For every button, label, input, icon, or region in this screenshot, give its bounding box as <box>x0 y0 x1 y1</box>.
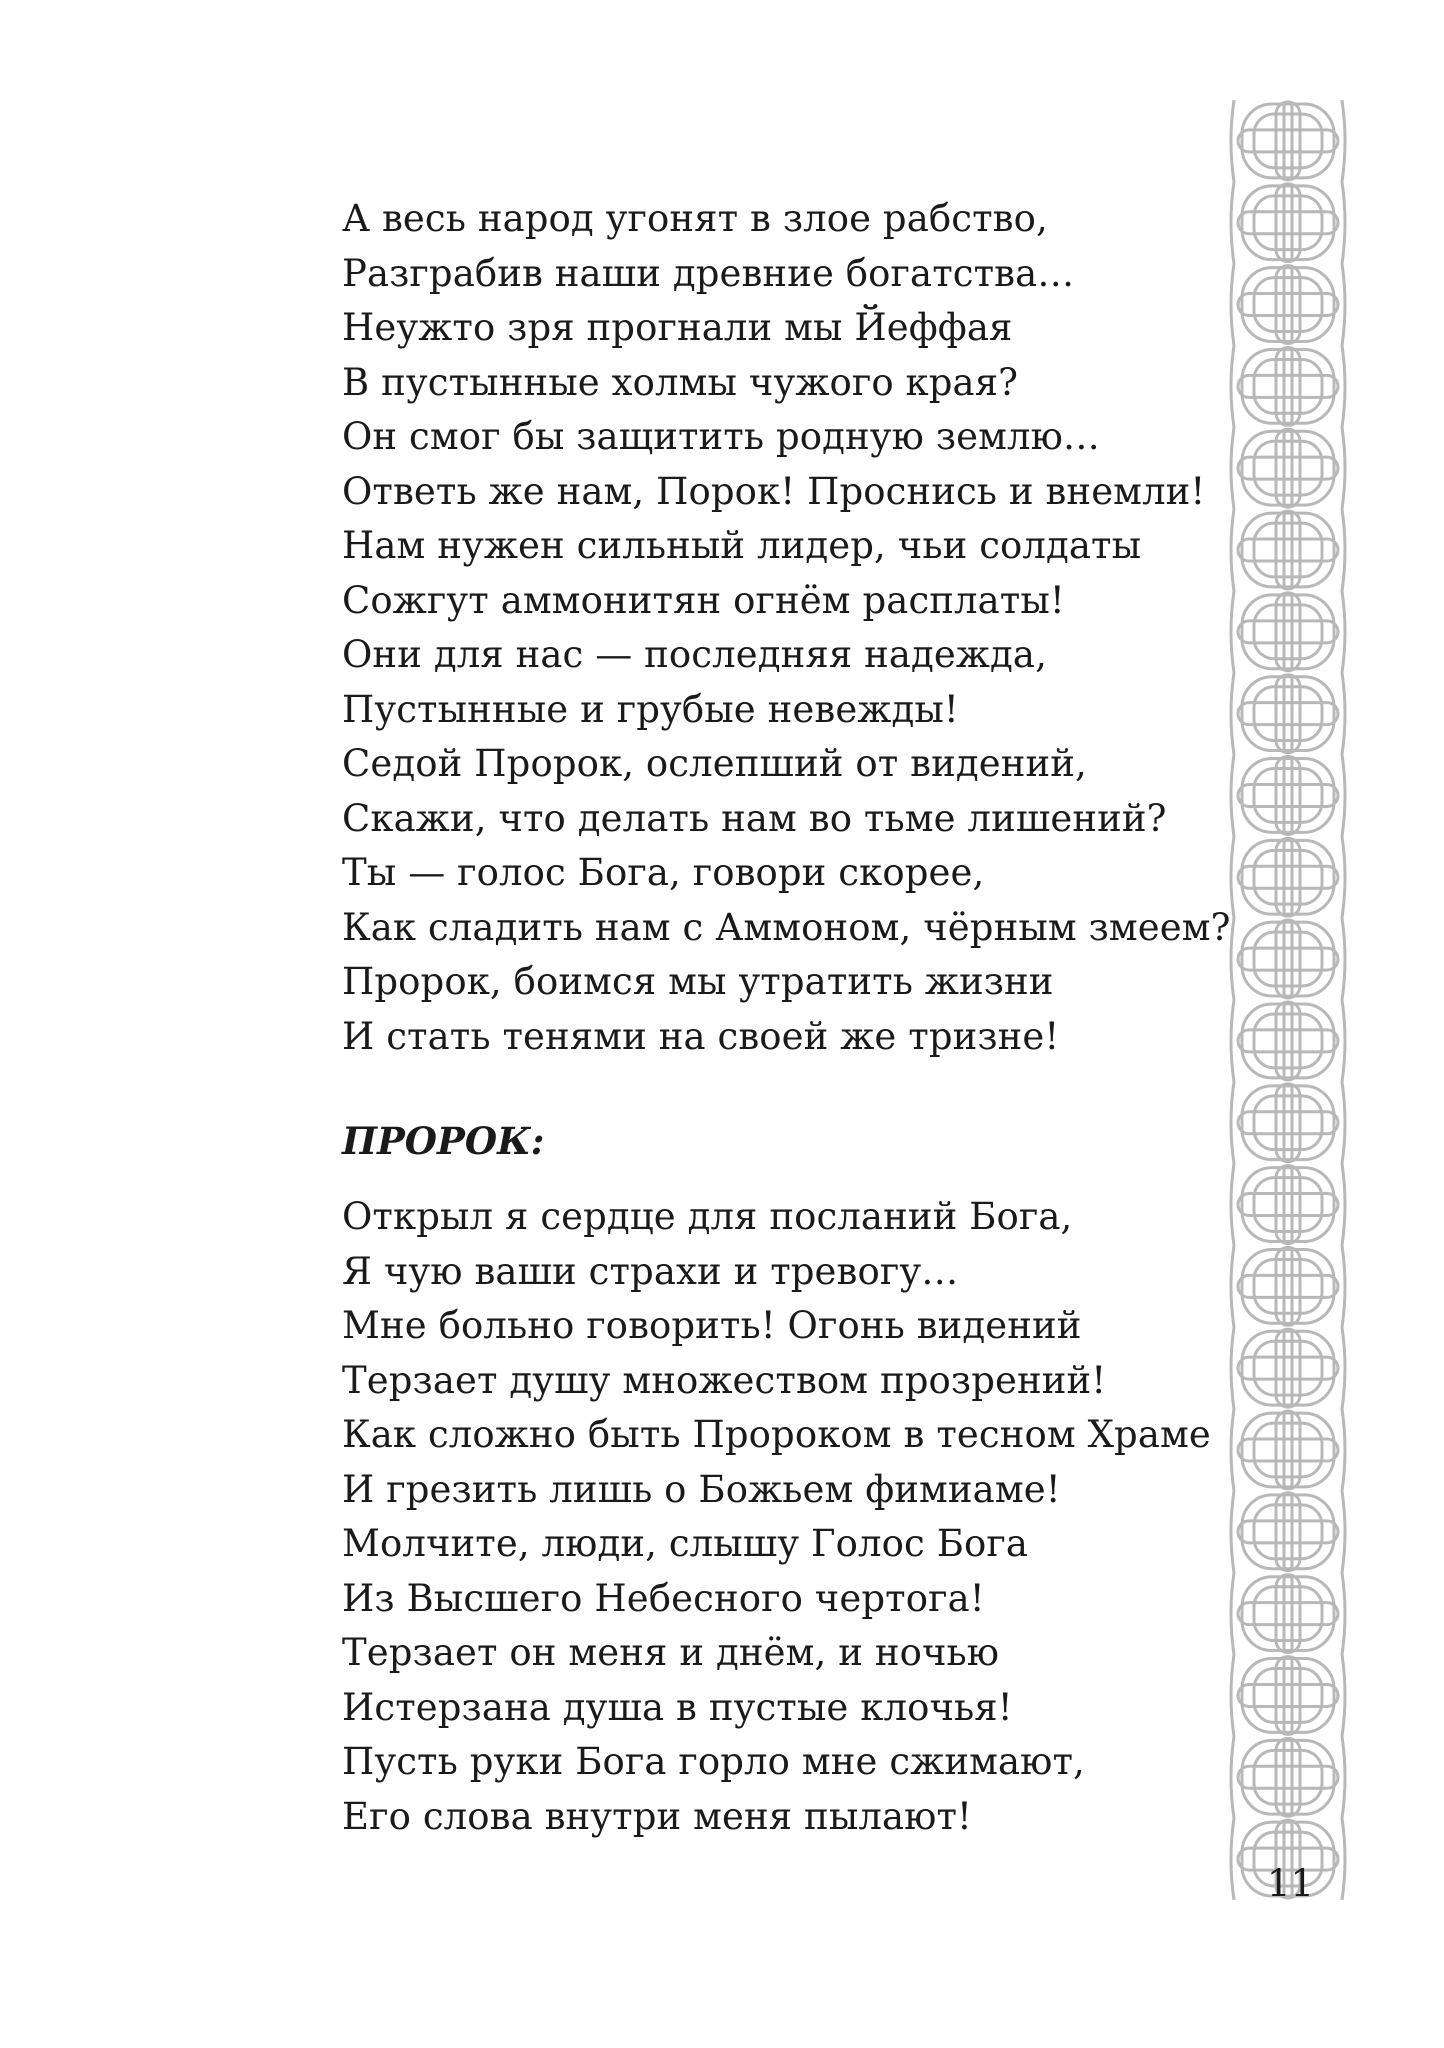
celtic-knot-icon <box>1238 1738 1338 1816</box>
verse-line: Из Высшего Небесного чертога! <box>342 1576 985 1620</box>
celtic-knot-icon <box>1238 593 1338 671</box>
celtic-knot-icon <box>1238 1329 1338 1407</box>
verse-line: Неужто зря прогнали мы Йеффая <box>342 306 1013 349</box>
verse-line: Скажи, что делать нам во тьме лишений? <box>342 796 1167 840</box>
verse-line: Они для нас — последняя надежда, <box>342 633 1047 676</box>
celtic-knot-icon <box>1238 429 1338 507</box>
celtic-knot-icon <box>1238 1493 1338 1571</box>
celtic-knot-icon <box>1238 1247 1338 1325</box>
celtic-knot-icon <box>1238 1084 1338 1162</box>
page-number: 11 <box>1266 1862 1314 1905</box>
verse-line: Молчите, люди, слышу Голос Бога <box>342 1522 1029 1565</box>
celtic-knot-icon <box>1238 757 1338 835</box>
ornament-border <box>1228 100 1348 1900</box>
celtic-knot-icon <box>1238 1657 1338 1735</box>
celtic-knot-icon <box>1238 184 1338 262</box>
verse-line: Терзает он меня и днём, и ночью <box>342 1631 1000 1674</box>
verse-line: Он смог бы защитить родную землю… <box>342 415 1100 458</box>
verse-line: Ответь же нам, Порок! Проснись и внемли! <box>342 469 1206 513</box>
ornament-svg <box>1228 100 1348 1900</box>
verse-line: И стать тенями на своей же тризне! <box>342 1014 1060 1058</box>
verse-line: Как сладить нам с Аммоном, чёрным змеем? <box>342 905 1231 949</box>
verse-2 <box>342 1190 1242 1844</box>
verse-line: Сожгут аммонитян огнём расплаты! <box>342 578 1065 622</box>
celtic-knot-icon <box>1238 266 1338 344</box>
celtic-knot-icon <box>1238 1411 1338 1489</box>
verse-line: Мне больно говорить! Огонь видений <box>342 1304 1082 1347</box>
celtic-knot-icon <box>1238 102 1338 180</box>
verse-line: Пустынные и грубые невежды! <box>342 687 959 731</box>
verse-line: Как сложно быть Пророком в тесном Храме <box>342 1413 1211 1456</box>
ornament-rail-right <box>1342 100 1345 1900</box>
verse-line: В пустынные холмы чужого края? <box>342 360 1019 404</box>
poem-text <box>342 192 1242 1844</box>
ornament-rail-left <box>1231 100 1234 1900</box>
verse-line: Седой Пророк, ослепший от видений, <box>342 742 1087 785</box>
verse-line: И грезить лишь о Божьем фимиаме! <box>342 1467 1061 1511</box>
verse-line: Я чую ваши страхи и тревогу… <box>342 1249 959 1293</box>
verse-line: Пророк, боимся мы утратить жизни <box>342 960 1054 1003</box>
verse-line: Терзает душу множеством прозрений! <box>342 1358 1107 1402</box>
verse-line: Разграбив наши древние богатства… <box>342 251 1075 295</box>
celtic-knot-icon <box>1238 920 1338 998</box>
celtic-knot-icon <box>1238 347 1338 425</box>
verse-line: Ты — голос Бога, говори скорее, <box>342 851 985 894</box>
celtic-knot-icon <box>1238 1002 1338 1080</box>
verse-line: Нам нужен сильный лидер, чьи солдаты <box>342 524 1142 567</box>
celtic-knot-icon <box>1238 675 1338 753</box>
verse-line: Пусть руки Бога горло мне сжимают, <box>342 1740 1085 1783</box>
celtic-knot-icon <box>1238 511 1338 589</box>
verse-line: А весь народ угонят в злое рабство, <box>342 197 1048 240</box>
celtic-knot-icon <box>1238 1575 1338 1653</box>
verse-1 <box>342 192 1242 1064</box>
verse-line: Истерзана душа в пустые клочья! <box>342 1685 1013 1729</box>
verse-line: Его слова внутри меня пылают! <box>342 1794 972 1838</box>
verse-line: Открыл я сердце для посланий Бога, <box>342 1195 1073 1238</box>
speaker-name: ПРОРОК: <box>342 1119 545 1163</box>
celtic-knot-icon <box>1238 838 1338 916</box>
celtic-knot-icon <box>1238 1166 1338 1244</box>
